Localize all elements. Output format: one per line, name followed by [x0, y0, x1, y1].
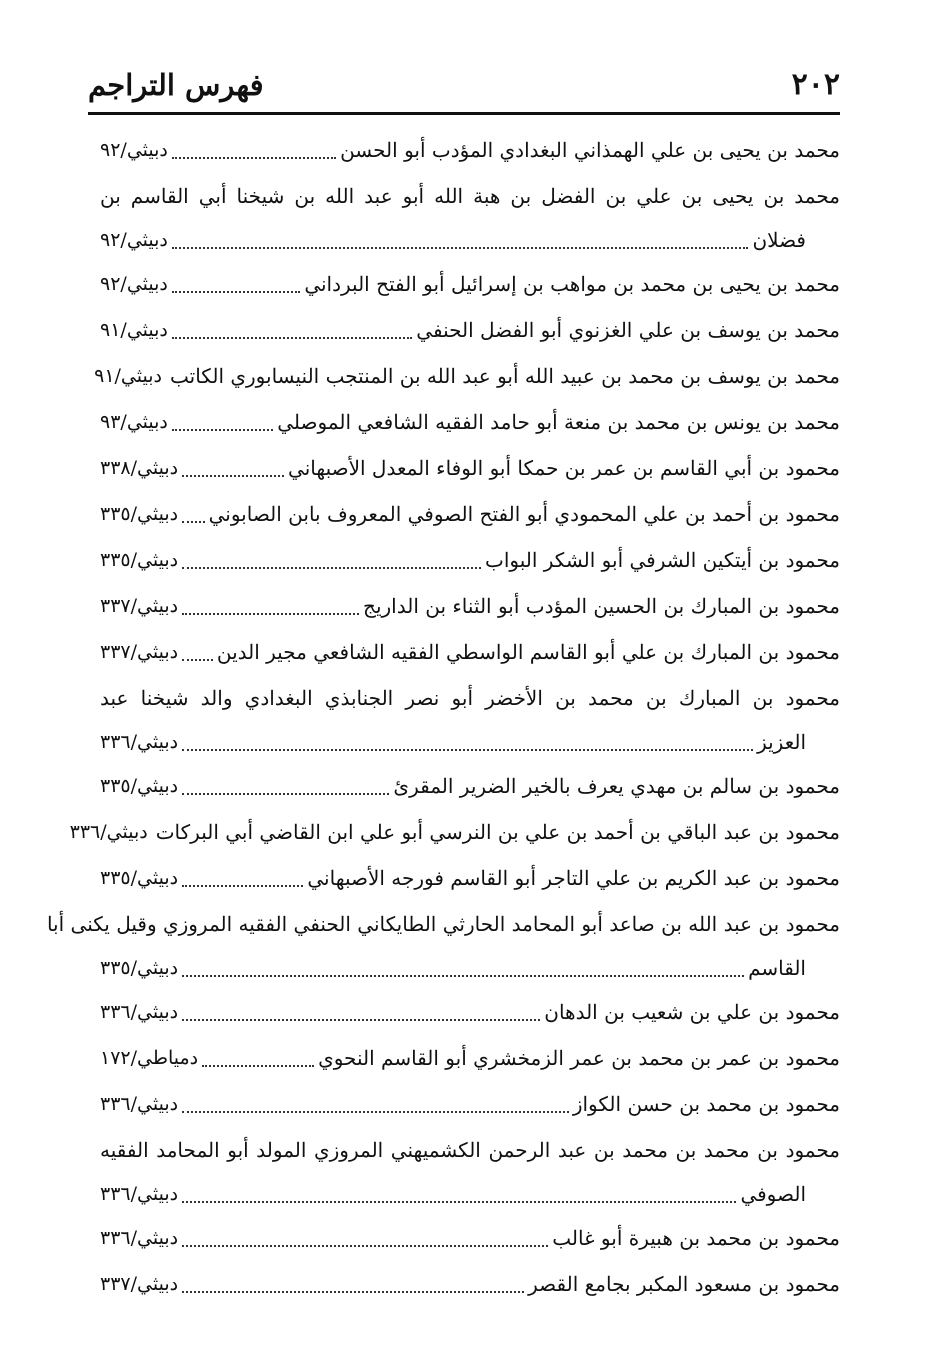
entry-reference: دبيثي/٣٣٦: [100, 1093, 179, 1115]
entry-name: محمود بن المبارك بن علي أبو القاسم الواسطي الفقيه الشافعي مجير الدين: [216, 640, 840, 664]
entry-reference: دبيثي/٣٣٦: [69, 821, 148, 843]
index-entry: [100, 1128, 840, 1216]
leader-dots: [182, 521, 205, 523]
index-entry: [100, 308, 840, 354]
index-entry: [100, 492, 840, 538]
entry-reference: دبيثي/٣٣٨: [100, 457, 179, 479]
index-entry: [100, 630, 840, 676]
index-entry: [100, 676, 840, 764]
entry-reference: دبيثي/٣٣٥: [100, 957, 179, 979]
entry-reference: دمياطي/١٧٢: [100, 1047, 199, 1069]
leader-dots: [182, 793, 389, 795]
entry-reference: دبيثي/٣٣٦: [100, 1183, 179, 1205]
entry-reference: دبيثي/٩٢: [100, 273, 168, 295]
entry-reference: دبيثي/٣٣٥: [100, 503, 179, 525]
entry-name: محمود بن المبارك بن محمد بن الأخضر أبو نصر الجنابذي البغدادي والد شيخنا عبد: [100, 686, 840, 710]
index-entry: [100, 1036, 840, 1082]
index-entry: [100, 1216, 840, 1262]
page-number: ٢٠٢: [791, 67, 840, 102]
leader-dots: [182, 885, 303, 887]
index-entry: [100, 400, 840, 446]
leader-dots: [182, 1245, 548, 1247]
leader-dots: [182, 1291, 524, 1293]
entry-reference: دبيثي/٣٣٥: [100, 549, 179, 571]
entry-reference: دبيثي/٣٣٥: [100, 867, 179, 889]
leader-dots: [182, 1111, 569, 1113]
entry-name: محمود بن سالم بن مهدي يعرف بالخير الضرير المقرئ: [393, 774, 840, 798]
index-entry: [100, 446, 840, 492]
entry-name-continued: القاسم: [748, 956, 806, 980]
entry-name: محمود بن عبد الكريم بن علي التاجر أبو القاسم فورجه الأصبهاني: [307, 866, 840, 890]
leader-dots: [172, 247, 749, 249]
index-entry: [100, 128, 840, 174]
leader-dots: [172, 429, 273, 431]
entry-name-continued: العزيز: [757, 730, 806, 754]
entry-name-continued: الصوفي: [740, 1182, 806, 1206]
entry-name: محمد بن يوسف بن علي الغزنوي أبو الفضل الحنفي: [416, 318, 840, 342]
leader-dots: [182, 975, 744, 977]
leader-dots: [182, 475, 284, 477]
entry-reference: دبيثي/٩٣: [100, 411, 168, 433]
leader-dots: [172, 157, 336, 159]
leader-dots: [182, 1201, 736, 1203]
entry-name: محمود بن محمد بن محمد بن عبد الرحمن الكشميهني المروزي المولد أبو المحامد الفقيه: [100, 1138, 840, 1162]
index-entry: [46, 902, 840, 990]
index-entries: [46, 128, 840, 1308]
entry-name: محمود بن عبد الله بن صاعد أبو المحامد الحارثي الطايكاني الحنفي الفقيه المروزي وقيل يكنى أبا: [46, 912, 840, 936]
entry-name: محمد بن يوسف بن محمد بن عبيد الله أبو عبد الله بن المنتجب النيسابوري الكاتب: [170, 364, 840, 388]
index-entry: [94, 354, 840, 400]
index-entry: [100, 584, 840, 630]
entry-reference: دبيثي/٩١: [94, 365, 162, 387]
entry-reference: دبيثي/٩١: [100, 319, 168, 341]
entry-name: محمود بن أيتكين الشرفي أبو الشكر البواب: [484, 548, 840, 572]
entry-name: محمود بن عمر بن محمد بن عمر الزمخشري أبو القاسم النحوي: [318, 1046, 840, 1070]
leader-dots: [172, 291, 300, 293]
leader-dots: [172, 337, 412, 339]
index-entry: [100, 990, 840, 1036]
index-entry: [100, 1262, 840, 1308]
entry-reference: دبيثي/٣٣٦: [100, 731, 179, 753]
entry-name: محمد بن يونس بن محمد بن منعة أبو حامد الفقيه الشافعي الموصلي: [277, 410, 840, 434]
index-entry: [100, 174, 840, 262]
entry-name: محمد بن يحيى بن علي بن الفضل بن هبة الله أبو عبد الله بن شيخنا أبي القاسم بن: [100, 184, 840, 208]
entry-name: محمد بن يحيى بن محمد بن مواهب بن إسرائيل أبو الفتح البرداني: [304, 272, 840, 296]
entry-name: محمود بن مسعود المكبر بجامع القصر: [528, 1272, 840, 1296]
leader-dots: [202, 1065, 314, 1067]
index-entry: [100, 1082, 840, 1128]
page-header: [88, 58, 840, 102]
index-entry: [69, 810, 840, 856]
entry-name: محمد بن يحيى بن علي الهمذاني البغدادي المؤدب أبو الحسن: [340, 138, 840, 162]
entry-name: محمود بن المبارك بن الحسين المؤدب أبو الثناء بن الداريج: [363, 594, 840, 618]
entry-reference: دبيثي/٣٣٦: [100, 1227, 179, 1249]
entry-name: محمود بن محمد بن حسن الكواز: [572, 1092, 840, 1116]
entry-name: محمود بن علي بن شعيب بن الدهان: [544, 1000, 840, 1024]
index-entry: [100, 538, 840, 584]
entry-reference: دبيثي/٣٣٦: [100, 1001, 179, 1023]
entry-name-continued: فضلان: [752, 228, 806, 252]
entry-reference: دبيثي/٣٣٧: [100, 1273, 179, 1295]
leader-dots: [182, 1019, 540, 1021]
leader-dots: [182, 749, 753, 751]
index-entry: [100, 764, 840, 810]
entry-reference: دبيثي/٣٣٧: [100, 595, 179, 617]
entry-name: محمود بن أحمد بن علي المحمودي أبو الفتح الصوفي المعروف بابن الصابوني: [208, 502, 840, 526]
index-entry: [100, 856, 840, 902]
entry-name: محمود بن أبي القاسم بن عمر بن حمكا أبو الوفاء المعدل الأصبهاني: [288, 456, 840, 480]
entry-reference: دبيثي/٣٣٥: [100, 775, 179, 797]
entry-name: محمود بن محمد بن هبيرة أبو غالب: [552, 1226, 840, 1250]
leader-dots: [182, 613, 359, 615]
running-title: فهرس التراجم: [88, 68, 264, 102]
leader-dots: [182, 659, 213, 661]
leader-dots: [182, 567, 481, 569]
entry-name: محمود بن عبد الباقي بن أحمد بن علي بن النرسي أبو علي ابن القاضي أبي البركات: [155, 820, 840, 844]
index-entry: [100, 262, 840, 308]
header-rule: [88, 112, 840, 115]
entry-reference: دبيثي/٩٢: [100, 139, 168, 161]
entry-reference: دبيثي/٩٢: [100, 229, 168, 251]
entry-reference: دبيثي/٣٣٧: [100, 641, 179, 663]
